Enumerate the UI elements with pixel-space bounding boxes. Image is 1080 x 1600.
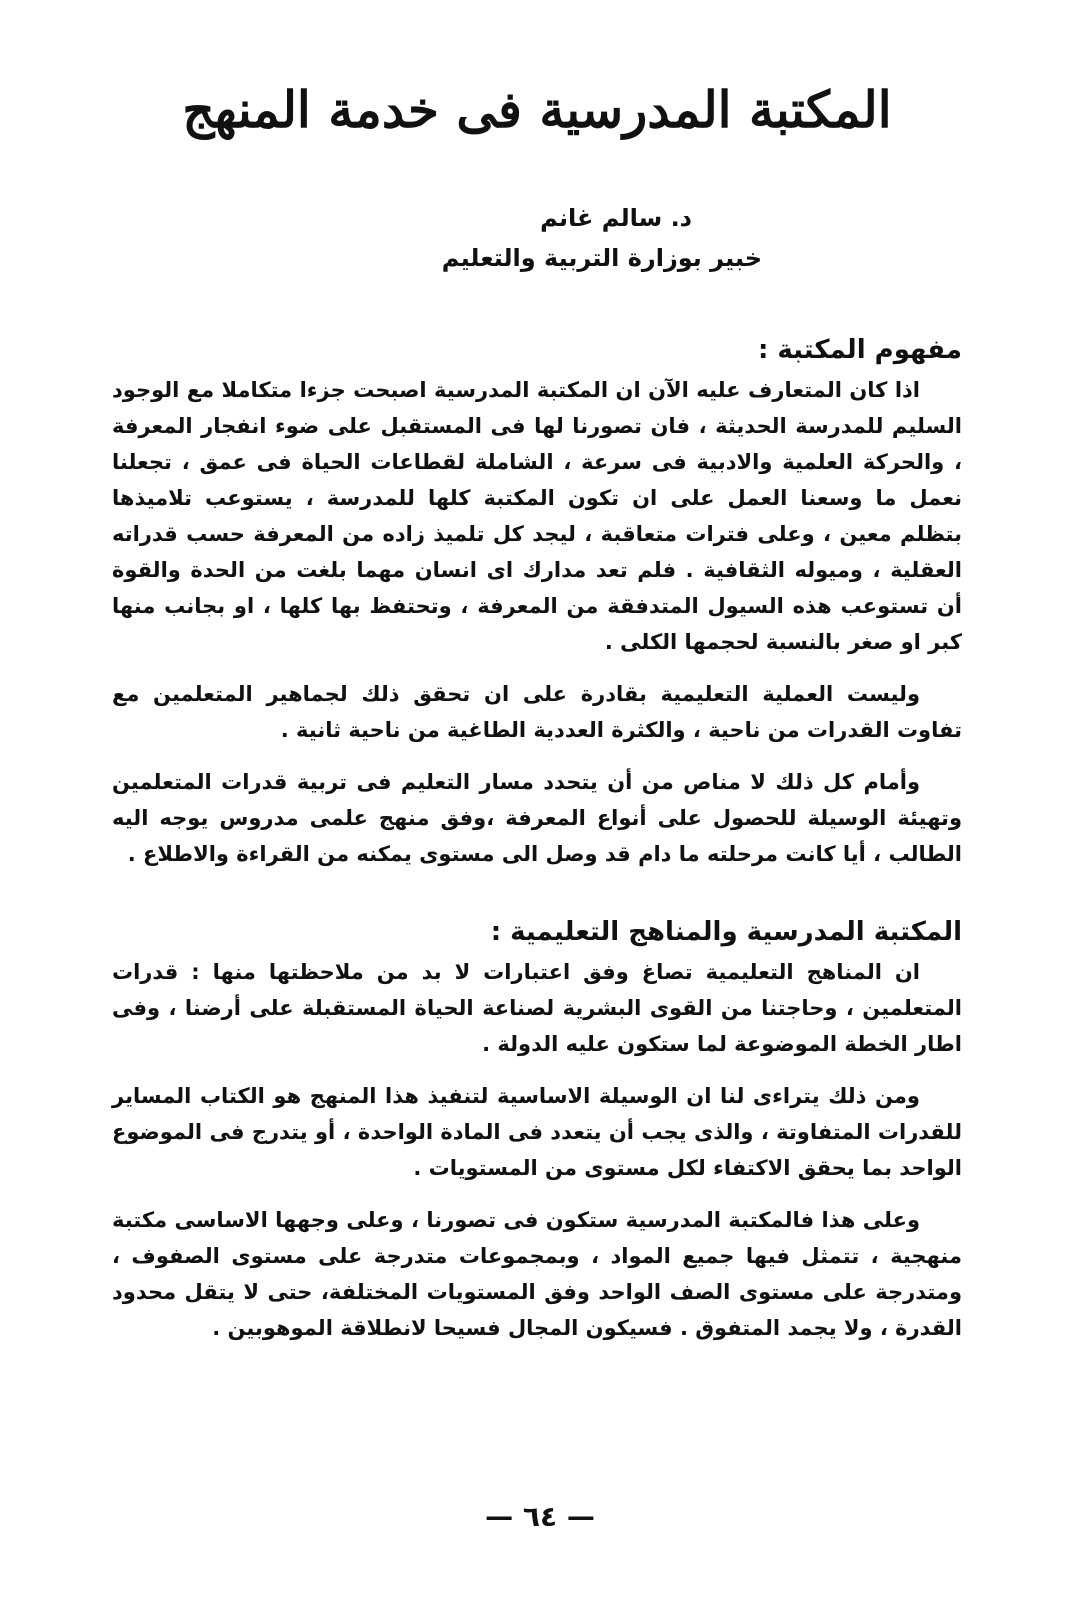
section-heading: مفهوم المكتبة : [757, 335, 962, 365]
paragraph: ان المناهج التعليمية تصاغ وفق اعتبارات لا بد من ملاحظتها منها : قدرات المتعلمين ، وحاجتنا من القوى البشرية لصناعة الحياة المستقبلة على أرضنا ، وفى اطار الخطة الموضوعة لما ستكون عليه الدولة . [112, 960, 962, 1056]
author-name: د. سالم غانم [540, 204, 692, 232]
article-title: المكتبة المدرسية فى خدمة المنهج [182, 80, 892, 139]
author-block [112, 198, 962, 278]
author-position: خبير بوزارة التربية والتعليم [441, 244, 762, 272]
paragraph: ومن ذلك يتراءى لنا ان الوسيلة الاساسية لتنفيذ هذا المنهج هو الكتاب المساير للقدرات المتفاوتة ، والذى يجب أن يتعدد فى المادة الواحدة ، أو يتدرج فى الموضوع الواحد بما يحقق الاكتفاء لكل مستوى من المستويات . [112, 1084, 962, 1180]
paragraph: وأمام كل ذلك لا مناص من أن يتحدد مسار التعليم فى تربية قدرات المتعلمين وتهيئة الوسيلة للحصول على أنواع المعرفة ،وفق منهج علمى مدروس يوجه اليه الطالب ، أيا كانت مرحلته ما دام قد وصل الى مستوى يمكنه من القراءة والاطلاع . [112, 770, 962, 866]
paragraph: وليست العملية التعليمية بقادرة على ان تحقق ذلك لجماهير المتعلمين مع تفاوت القدرات من ناحية ، والكثرة العددية الطاغية من ناحية ثانية . [112, 682, 962, 742]
paragraph: اذا كان المتعارف عليه الآن ان المكتبة المدرسية اصبحت جزءا متكاملا مع الوجود السليم للمدرسة الحديثة ، فان تصورنا لها فى المستقبل على ضوء انفجار المعرفة ، والحركة العلمية والادبية فى سرعة ، الشاملة لقطاعات الحياة فى عمق ، تجعلنا نعمل ما وسعنا العمل على ان تكون المكتبة كلها للمدرسة ، يستوعب تلاميذها بتظلم معين ، وعلى فترات متعاقبة ، ليجد كل تلميذ زاده من المعرفة حسب قدراته العقلية ، وميوله الثقافية . فلم تعد مدارك اى انسان مهما بلغت من الحدة والقوة أن تستوعب هذه السيول المتدفقة من المعرفة ، وتحتفظ بها كلها ، او بجانب منها كبر او صغر بالنسبة لحجمها الكلى . [112, 378, 962, 654]
page-number: — ٦٤ — [485, 1500, 595, 1533]
section-heading: المكتبة المدرسية والمناهج التعليمية : [490, 917, 962, 947]
paragraph: وعلى هذا فالمكتبة المدرسية ستكون فى تصورنا ، وعلى وجهها الاساسى مكتبة منهجية ، تتمثل فيها جميع المواد ، وبمجموعات متدرجة على مستوى الصفوف ، ومتدرجة على مستوى الصف الواحد وفق المستويات المختلفة، حتى لا يتقل محدود القدرة ، ولا يجمد المتفوق . فسيكون المجال فسيحا لانطلاقة الموهوبين . [112, 1208, 962, 1340]
